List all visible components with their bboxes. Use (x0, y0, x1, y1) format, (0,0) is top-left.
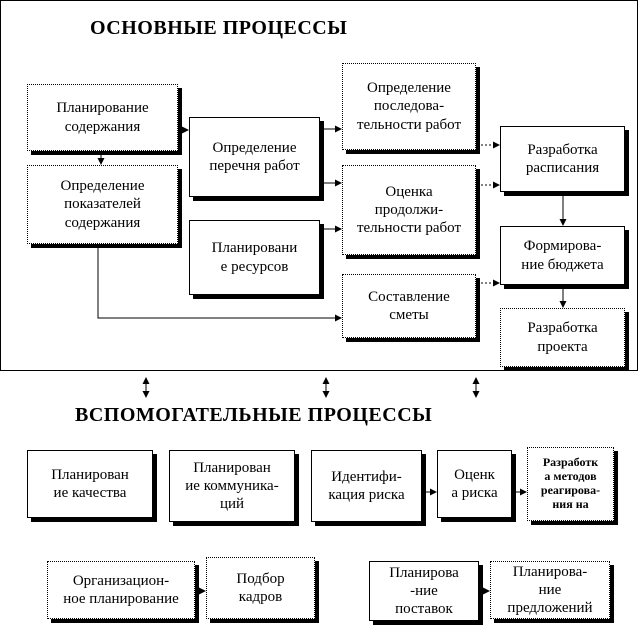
box-scope-planning: Планирование содержания (27, 84, 178, 151)
support-processes-title: ВСПОМОГАТЕЛЬНЫЕ ПРОЦЕССЫ (75, 404, 433, 426)
box-risk-quantification: Оценк а риска (437, 450, 512, 518)
box-activity-sequencing: Определение последова- тельности работ (342, 63, 476, 150)
box-resource-planning: Планировани е ресурсов (189, 220, 320, 295)
box-risk-response: Разработк а методов реагирова- ния на (527, 447, 614, 521)
box-cost-estimating: Составление сметы (342, 274, 476, 338)
box-budgeting: Формирова- ние бюджета (500, 226, 625, 285)
box-quality-planning: Планирован ие качества (27, 450, 153, 518)
box-duration-estimating: Оценка продолжи- тельности работ (342, 165, 476, 255)
box-organizational-planning: Организацион- ное планирование (47, 561, 195, 619)
box-solicitation-planning: Планирова- ние предложений (490, 561, 610, 619)
box-schedule-development: Разработка расписания (500, 126, 625, 192)
box-staff-acquisition: Подбор кадров (206, 557, 315, 619)
box-communications-planning: Планирован ие коммуника- ций (169, 450, 295, 522)
main-processes-title: ОСНОВНЫЕ ПРОЦЕССЫ (90, 17, 348, 39)
box-procurement-planning: Планирова -ние поставок (369, 561, 479, 621)
box-risk-identification: Идентифи- кация риска (311, 450, 422, 522)
box-activity-definition: Определение перечня работ (189, 117, 320, 197)
box-plan-development: Разработка проекта (500, 308, 625, 367)
box-scope-definition: Определение показателей содержания (27, 165, 178, 244)
